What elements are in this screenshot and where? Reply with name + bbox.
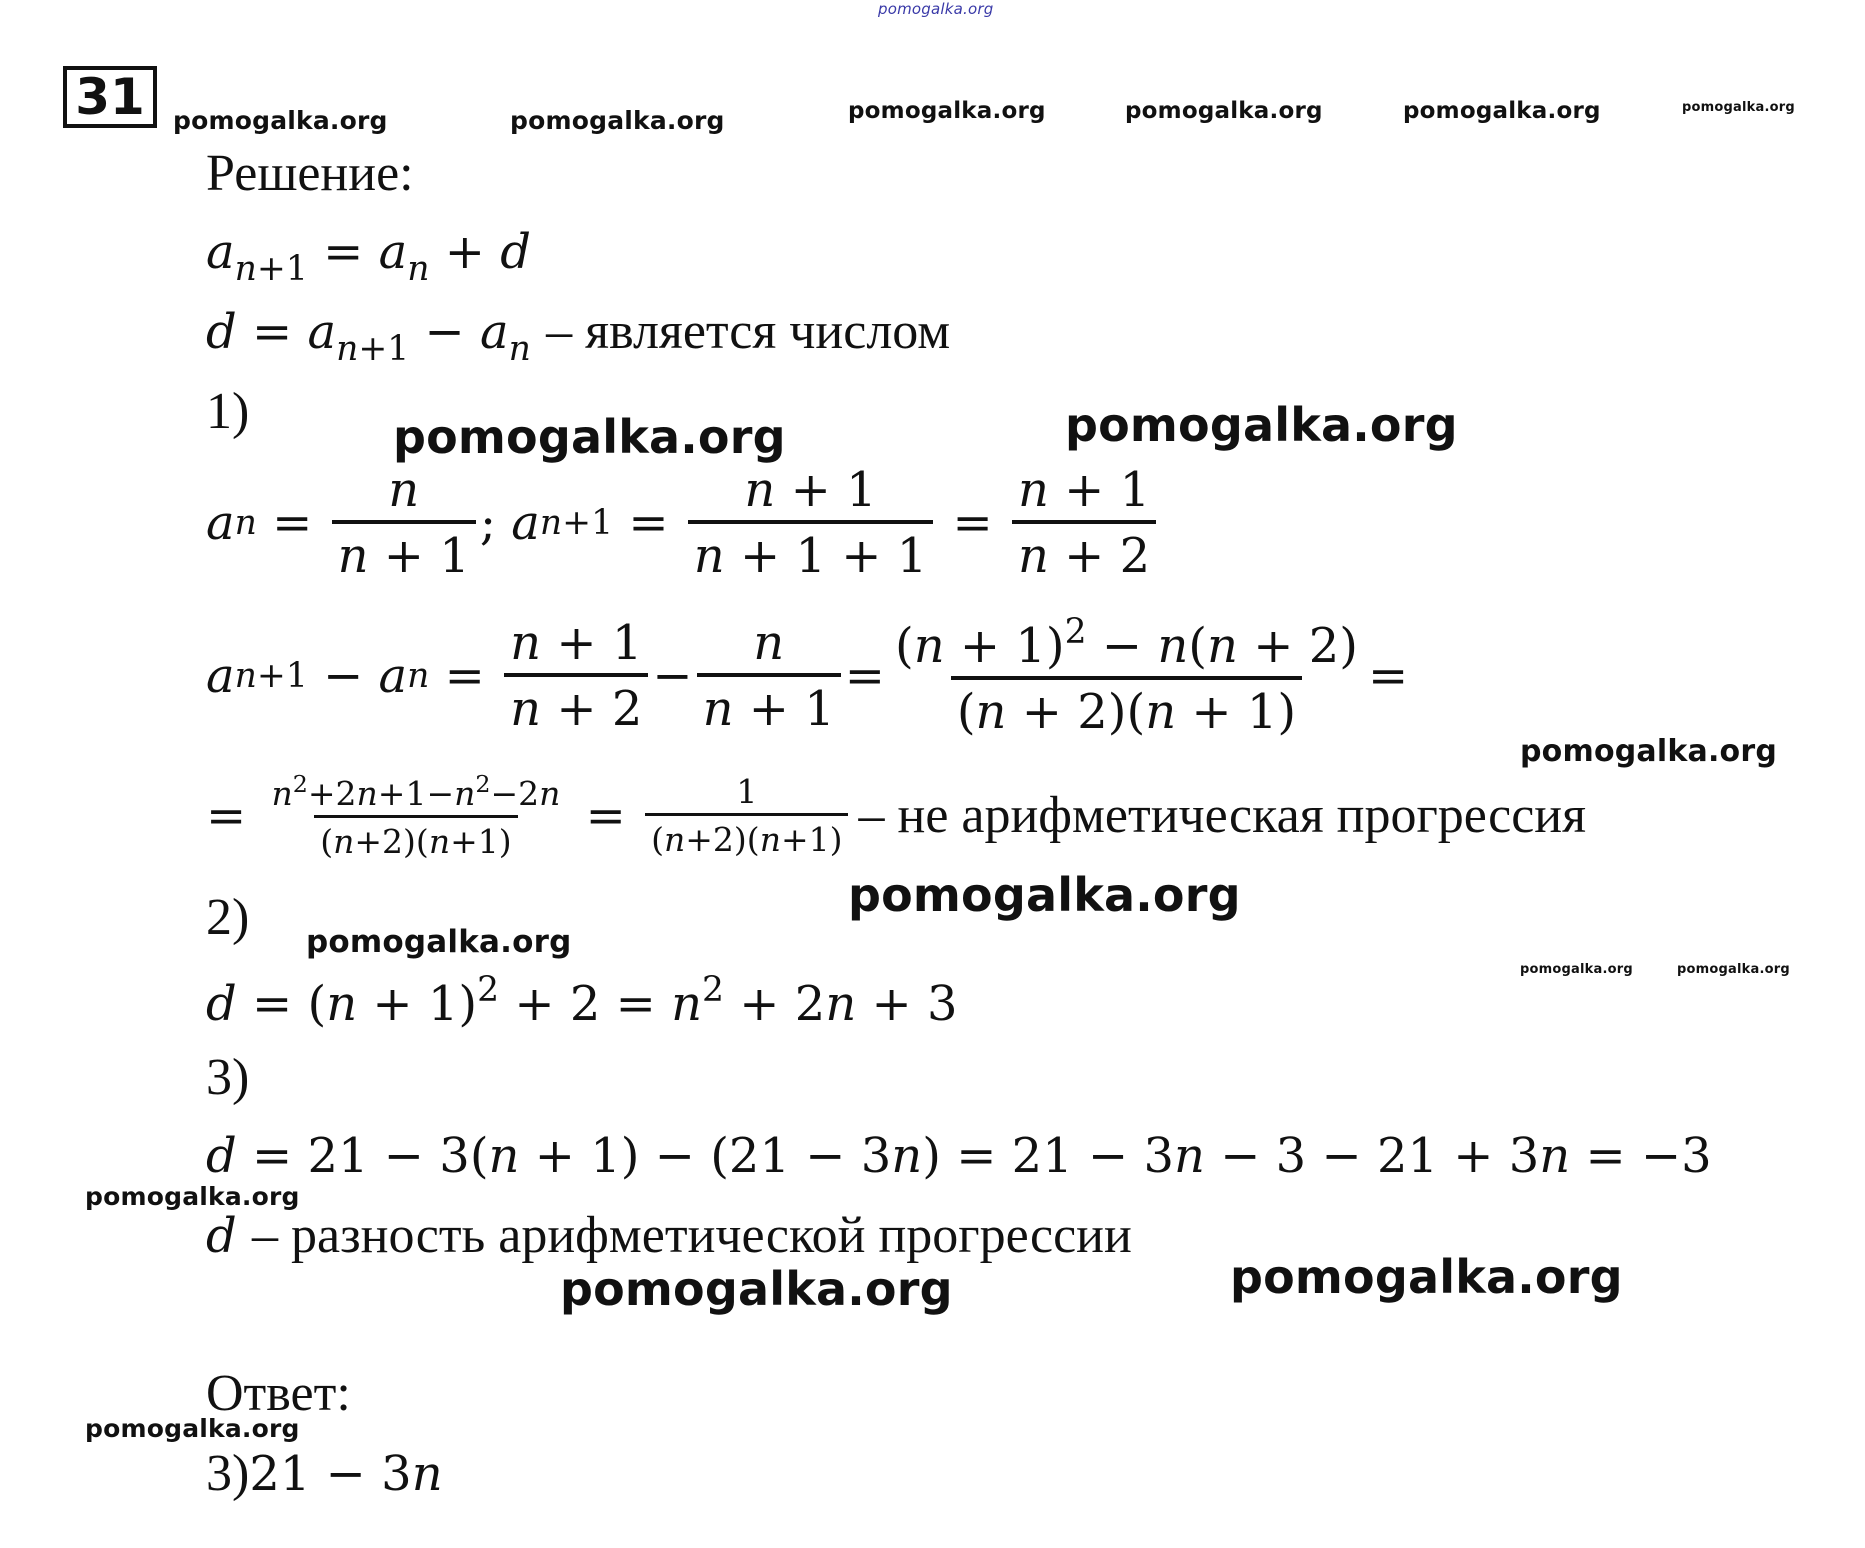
part-1-result: = $\frac{n^2+2n+1-n^2-2n}{(n+2)(n+1)}$ = $\frac{1}{(n+2)(n+1)}$ – не арифметическая прогрессия — [206, 770, 1587, 862]
part-1-label: 1) — [206, 383, 250, 440]
definition-formula: $a_{n+1} = a_n + d$ — [206, 224, 531, 290]
part-3-formula: d = 21 − 3(n + 1) − (21 − 3n) = 21 − 3n − 3 − 21 + 3n = −3 — [206, 1128, 1712, 1184]
watermark: pomogalka.org — [510, 106, 725, 135]
watermark: pomogalka.org — [1520, 962, 1633, 977]
watermark: pomogalka.org — [560, 1262, 953, 1316]
difference-note: – является числом — [546, 303, 951, 360]
watermark: pomogalka.org — [1682, 100, 1795, 115]
solution-label: Решение: — [206, 145, 414, 202]
part-1-conclusion: – не арифметическая прогрессия — [858, 787, 1587, 845]
part-3-conclusion: – разность арифметической прогрессии — [252, 1207, 1132, 1264]
watermark: pomogalka.org — [1230, 1250, 1623, 1304]
part-1-difference: a n+1 − a n = $\frac{n + 1}{n + 2}$ − $\frac{n}{n + 1}$ = $\frac{(n + 1)^2 - n(n + 2)}{(n + 2)(n + 1)}$ = — [206, 612, 1409, 740]
part-1-terms: a n = $\frac{n}{n + 1}$ ; a n+1 = $\frac{n + 1}{n + 1 + 1}$ = $\frac{n + 1}{n + 2}$ — [206, 462, 1160, 584]
answer-value: 3)21 − 3n — [206, 1445, 443, 1502]
watermark: pomogalka.org — [848, 868, 1241, 922]
watermark: pomogalka.org — [393, 410, 786, 464]
watermark: pomogalka.org — [1125, 98, 1323, 124]
answer-prefix: 3) — [206, 1445, 250, 1502]
watermark: pomogalka.org — [1520, 734, 1778, 769]
part-3-conclusion-line: d – разность арифметической прогрессии — [206, 1207, 1132, 1264]
part-2-formula: $d = (n + 1)^2 + 2 = n^2 + 2n + 3$ — [206, 970, 958, 1032]
watermark: pomogalka.org — [306, 924, 572, 960]
watermark: pomogalka.org — [173, 106, 388, 135]
answer-label: Ответ: — [206, 1365, 351, 1422]
watermark: pomogalka.org — [1677, 962, 1790, 977]
problem-number: 31 — [63, 66, 157, 128]
watermark-top: pomogalka.org — [878, 0, 994, 18]
watermark: pomogalka.org — [848, 98, 1046, 124]
watermark: pomogalka.org — [85, 1414, 300, 1443]
difference-formula: $d = a_{n+1} - a_n$ – является числом — [206, 303, 951, 370]
watermark: pomogalka.org — [85, 1182, 300, 1211]
watermark: pomogalka.org — [1403, 98, 1601, 124]
part-2-label: 2) — [206, 889, 250, 946]
watermark: pomogalka.org — [1065, 398, 1458, 452]
part-3-label: 3) — [206, 1049, 250, 1106]
